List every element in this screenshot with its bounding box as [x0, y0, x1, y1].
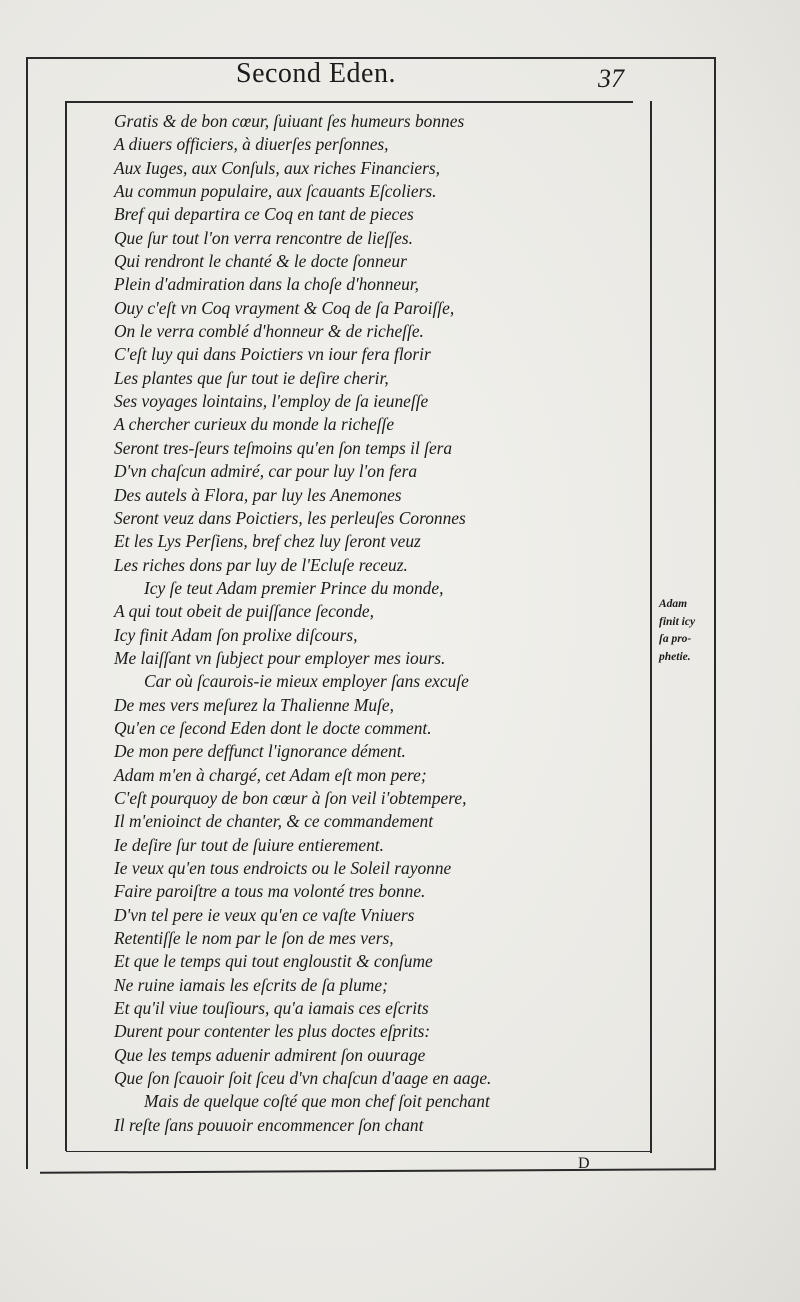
poem-line: On le verra comblé d'honneur & de richeſſe.: [114, 321, 424, 342]
poem-line: Mais de quelque coſté que mon chef ſoit penchant: [144, 1091, 490, 1112]
poem-line: A diuers officiers, à diuerſes perſonnes,: [114, 134, 389, 155]
poem-line: Et les Lys Perſiens, bref chez luy ſeront veuz: [114, 531, 421, 552]
poem-line: Au commun populaire, aux ſcauants Eſcoliers.: [114, 181, 437, 202]
poem-line: Durent pour contenter les plus doctes eſprits:: [114, 1021, 431, 1042]
poem-line: Ie veux qu'en tous endroicts ou le Soleil rayonne: [114, 858, 452, 878]
poem-line: A qui tout obeit de puiſſance ſeconde,: [114, 601, 374, 622]
poem-line: Bref qui departira ce Coq en tant de pieces: [114, 204, 414, 225]
header-rule: [66, 101, 633, 103]
poem-line: Icy ſe teut Adam premier Prince du monde,: [144, 577, 444, 598]
poem-line: Ouy c'eſt vn Coq vrayment & Coq de ſa Paroiſſe,: [114, 297, 455, 318]
margin-note-line: Adam: [659, 598, 688, 610]
text-block-right-rule: [650, 101, 652, 1153]
poem-line: De mes vers meſurez la Thalienne Muſe,: [114, 694, 394, 715]
margin-note-line: finit icy: [659, 615, 696, 628]
poem-line: C'eſt luy qui dans Poictiers vn iour fera florir: [114, 344, 431, 365]
poem-line: Ne ruine iamais les eſcrits de ſa plume;: [114, 974, 388, 995]
poem-line: Que ſon ſcauoir ſoit ſceu d'vn chaſcun d'aage en aage.: [114, 1068, 492, 1089]
poem-line: Ses voyages lointains, l'employ de ſa ieuneſſe: [114, 391, 429, 412]
poem-line: Car où ſcaurois-ie mieux employer ſans excuſe: [144, 671, 469, 692]
poem-line: Plein d'admiration dans la choſe d'honneur,: [114, 274, 419, 295]
margin-note-line: ſa pro-: [659, 633, 692, 645]
poem-line: Qui rendront le chanté & le docte ſonneur: [114, 251, 407, 272]
poem-line: Il reſte ſans pouuoir encommencer ſon chant: [114, 1114, 424, 1135]
running-title: Second Eden.: [236, 58, 396, 89]
page-frame-bottom: [40, 1168, 716, 1174]
poem-line: Les plantes que ſur tout ie deſire cherir,: [114, 367, 389, 388]
poem-line: Adam m'en à chargé, cet Adam eſt mon pere;: [114, 764, 427, 785]
poem-line: Et que le temps qui tout engloustit & conſume: [114, 951, 433, 972]
poem-line: Gratis & de bon cœur, ſuiuant ſes humeurs bonnes: [114, 111, 465, 131]
poem-line: Et qu'il viue touſiours, qu'a iamais ces eſcrits: [114, 998, 429, 1019]
poem-line: A chercher curieux du monde la richeſſe: [114, 414, 395, 435]
poem-line: Ie deſire ſur tout de ſuiure entierement.: [114, 834, 384, 855]
poem-line: Que ſur tout l'on verra rencontre de lieſſes.: [114, 227, 413, 248]
poem-line: Aux Iuges, aux Conſuls, aux riches Financiers,: [114, 157, 441, 178]
poem-line: Faire paroiſtre a tous ma volonté tres bonne.: [114, 881, 426, 902]
poem-line: De mon pere deffunct l'ignorance dément.: [114, 741, 406, 762]
poem-text: [114, 110, 604, 1137]
text-block-left-rule: [65, 101, 67, 1151]
margin-note-line: phetie.: [659, 650, 691, 663]
poem-line: Il m'enioinct de chanter, & ce commandement: [114, 811, 434, 832]
poem-line: Retentiſſe le nom par le ſon de mes vers,: [114, 928, 394, 949]
signature-mark: D: [578, 1155, 590, 1172]
poem-line: Me laiſſant vn ſubject pour employer mes iours.: [114, 647, 446, 668]
poem-line: Que les temps aduenir admirent ſon ouurage: [114, 1044, 426, 1065]
poem-line: C'eſt pourquoy de bon cœur à ſon veil i'obtempere,: [114, 787, 467, 808]
poem-line: D'vn tel pere ie veux qu'en ce vaſte Vniuers: [114, 904, 415, 925]
margin-note: [659, 596, 719, 666]
poem-line: Icy finit Adam ſon prolixe diſcours,: [114, 624, 358, 645]
poem-line: Seront tres-ſeurs teſmoins qu'en ſon temps il ſera: [114, 437, 453, 458]
text-block-bottom-rule: [66, 1151, 652, 1152]
poem-line: Des autels à Flora, par luy les Anemones: [114, 484, 402, 505]
page-number: 37: [598, 64, 624, 93]
poem-line: Qu'en ce ſecond Eden dont le docte comment.: [114, 717, 432, 738]
poem-line: D'vn chaſcun admiré, car pour luy l'on fera: [114, 461, 418, 482]
poem-line: Les riches dons par luy de l'Ecluſe receuz.: [114, 554, 408, 575]
poem-line: Seront veuz dans Poictiers, les perleuſes Coronnes: [114, 507, 466, 528]
